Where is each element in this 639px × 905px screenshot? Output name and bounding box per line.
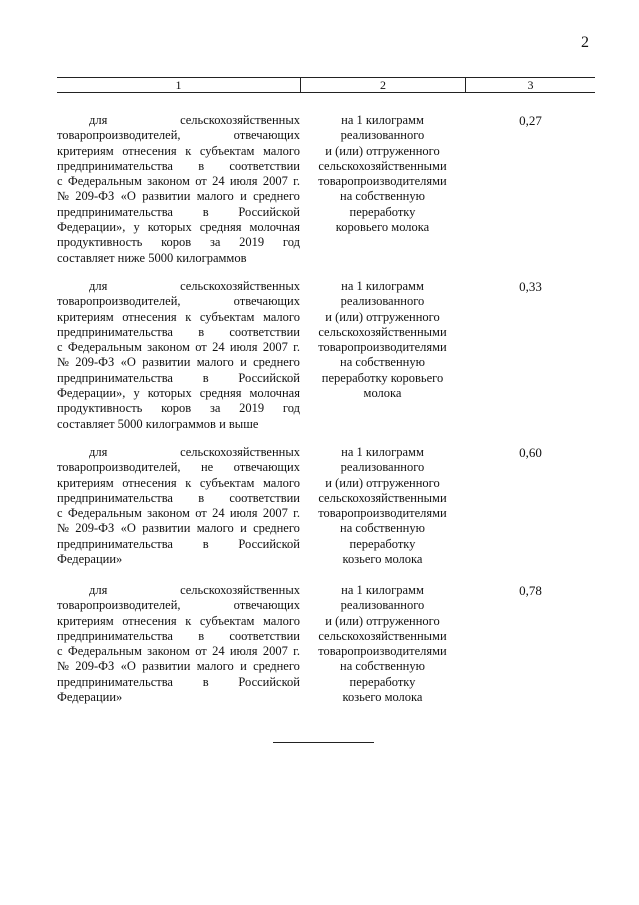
description-line: с Федеральным законом от 24 июля 2007 г. bbox=[57, 506, 300, 521]
row-description bbox=[57, 445, 300, 567]
row-rate: 0,78 bbox=[519, 583, 542, 598]
unit-line: реализованного bbox=[340, 598, 425, 613]
description-line: для сельскохозяйственных bbox=[89, 583, 300, 597]
unit-line: переработку bbox=[349, 674, 416, 689]
unit-line: переработку bbox=[349, 204, 416, 219]
end-rule bbox=[273, 742, 374, 743]
unit-line: переработку bbox=[349, 536, 416, 551]
description-line: № 209-ФЗ «О развитии малого и среднего bbox=[57, 355, 300, 370]
header-col-2: 2 bbox=[301, 78, 466, 92]
row-unit bbox=[305, 113, 460, 235]
row-description bbox=[57, 113, 300, 266]
row-unit bbox=[305, 583, 460, 705]
description-line: для сельскохозяйственных bbox=[89, 445, 300, 459]
description-line: критериям отнесения к субъектам малого bbox=[57, 143, 300, 158]
row-unit bbox=[305, 445, 460, 567]
unit-line: товаропроизводителями bbox=[318, 174, 447, 189]
description-line: Федерации», у которых средняя молочная bbox=[57, 220, 300, 235]
unit-line: товаропроизводителями bbox=[318, 644, 447, 659]
unit-line: сельскохозяйственными bbox=[318, 158, 447, 173]
description-line: продуктивность коров за 2019 год bbox=[57, 235, 300, 250]
description-line: критериям отнесения к субъектам малого bbox=[57, 309, 300, 324]
description-line: продуктивность коров за 2019 год bbox=[57, 401, 300, 416]
description-line: с Федеральным законом от 24 июля 2007 г. bbox=[57, 174, 300, 189]
description-line: предпринимательства в Российской bbox=[57, 370, 300, 385]
row-description bbox=[57, 583, 300, 705]
description-line: товаропроизводителей, не отвечающих bbox=[57, 460, 300, 475]
description-line: критериям отнесения к субъектам малого bbox=[57, 475, 300, 490]
unit-line: реализованного bbox=[340, 294, 425, 309]
unit-line: сельскохозяйственными bbox=[318, 324, 447, 339]
page-number: 2 bbox=[581, 34, 589, 51]
unit-line: сельскохозяйственными bbox=[318, 628, 447, 643]
description-line: для сельскохозяйственных bbox=[89, 113, 300, 127]
description-line: Федерации» bbox=[57, 690, 123, 705]
description-line: № 209-ФЗ «О развитии малого и среднего bbox=[57, 189, 300, 204]
unit-line: коровьего молока bbox=[335, 220, 430, 235]
description-line: № 209-ФЗ «О развитии малого и среднего bbox=[57, 521, 300, 536]
description-line: предпринимательства в соответствии bbox=[57, 628, 300, 643]
unit-line: на 1 килограмм bbox=[341, 583, 424, 597]
unit-line: на 1 килограмм bbox=[341, 445, 424, 459]
description-line: предпринимательства в соответствии bbox=[57, 158, 300, 173]
unit-line: козьего молока bbox=[342, 552, 423, 567]
unit-line: на 1 килограмм bbox=[341, 279, 424, 293]
description-line: с Федеральным законом от 24 июля 2007 г. bbox=[57, 340, 300, 355]
unit-line: товаропроизводителями bbox=[318, 340, 447, 355]
description-line: предпринимательства в Российской bbox=[57, 674, 300, 689]
description-line: предпринимательства в соответствии bbox=[57, 324, 300, 339]
description-line: товаропроизводителей, отвечающих bbox=[57, 598, 300, 613]
unit-line: товаропроизводителями bbox=[318, 506, 447, 521]
description-line: для сельскохозяйственных bbox=[89, 279, 300, 293]
row-unit bbox=[305, 279, 460, 401]
unit-line: молока bbox=[363, 386, 402, 401]
unit-line: сельскохозяйственными bbox=[318, 490, 447, 505]
description-line: с Федеральным законом от 24 июля 2007 г. bbox=[57, 644, 300, 659]
unit-line: реализованного bbox=[340, 128, 425, 143]
description-line: предпринимательства в Российской bbox=[57, 536, 300, 551]
table-header bbox=[57, 77, 595, 93]
row-rate: 0,33 bbox=[519, 279, 542, 294]
description-line: предпринимательства в соответствии bbox=[57, 490, 300, 505]
description-line: товаропроизводителей, отвечающих bbox=[57, 294, 300, 309]
header-col-1: 1 bbox=[57, 78, 301, 92]
unit-line: и (или) отгруженного bbox=[325, 143, 440, 158]
description-line: предпринимательства в Российской bbox=[57, 204, 300, 219]
unit-line: и (или) отгруженного bbox=[325, 613, 440, 628]
row-rate: 0,60 bbox=[519, 445, 542, 460]
unit-line: на собственную bbox=[340, 521, 425, 536]
unit-line: козьего молока bbox=[342, 690, 423, 705]
description-line: Федерации» bbox=[57, 552, 123, 567]
row-description bbox=[57, 279, 300, 432]
description-line: товаропроизводителей, отвечающих bbox=[57, 128, 300, 143]
description-line: составляет ниже 5000 килограммов bbox=[57, 250, 247, 265]
unit-line: на собственную bbox=[340, 355, 425, 370]
unit-line: на собственную bbox=[340, 189, 425, 204]
unit-line: реализованного bbox=[340, 460, 425, 475]
description-line: составляет 5000 килограммов и выше bbox=[57, 416, 259, 431]
row-rate: 0,27 bbox=[519, 113, 542, 128]
unit-line: на собственную bbox=[340, 659, 425, 674]
unit-line: и (или) отгруженного bbox=[325, 309, 440, 324]
description-line: № 209-ФЗ «О развитии малого и среднего bbox=[57, 659, 300, 674]
header-col-3: 3 bbox=[527, 78, 534, 92]
unit-line: на 1 килограмм bbox=[341, 113, 424, 127]
description-line: критериям отнесения к субъектам малого bbox=[57, 613, 300, 628]
unit-line: переработку коровьего bbox=[321, 370, 444, 385]
description-line: Федерации», у которых средняя молочная bbox=[57, 386, 300, 401]
unit-line: и (или) отгруженного bbox=[325, 475, 440, 490]
